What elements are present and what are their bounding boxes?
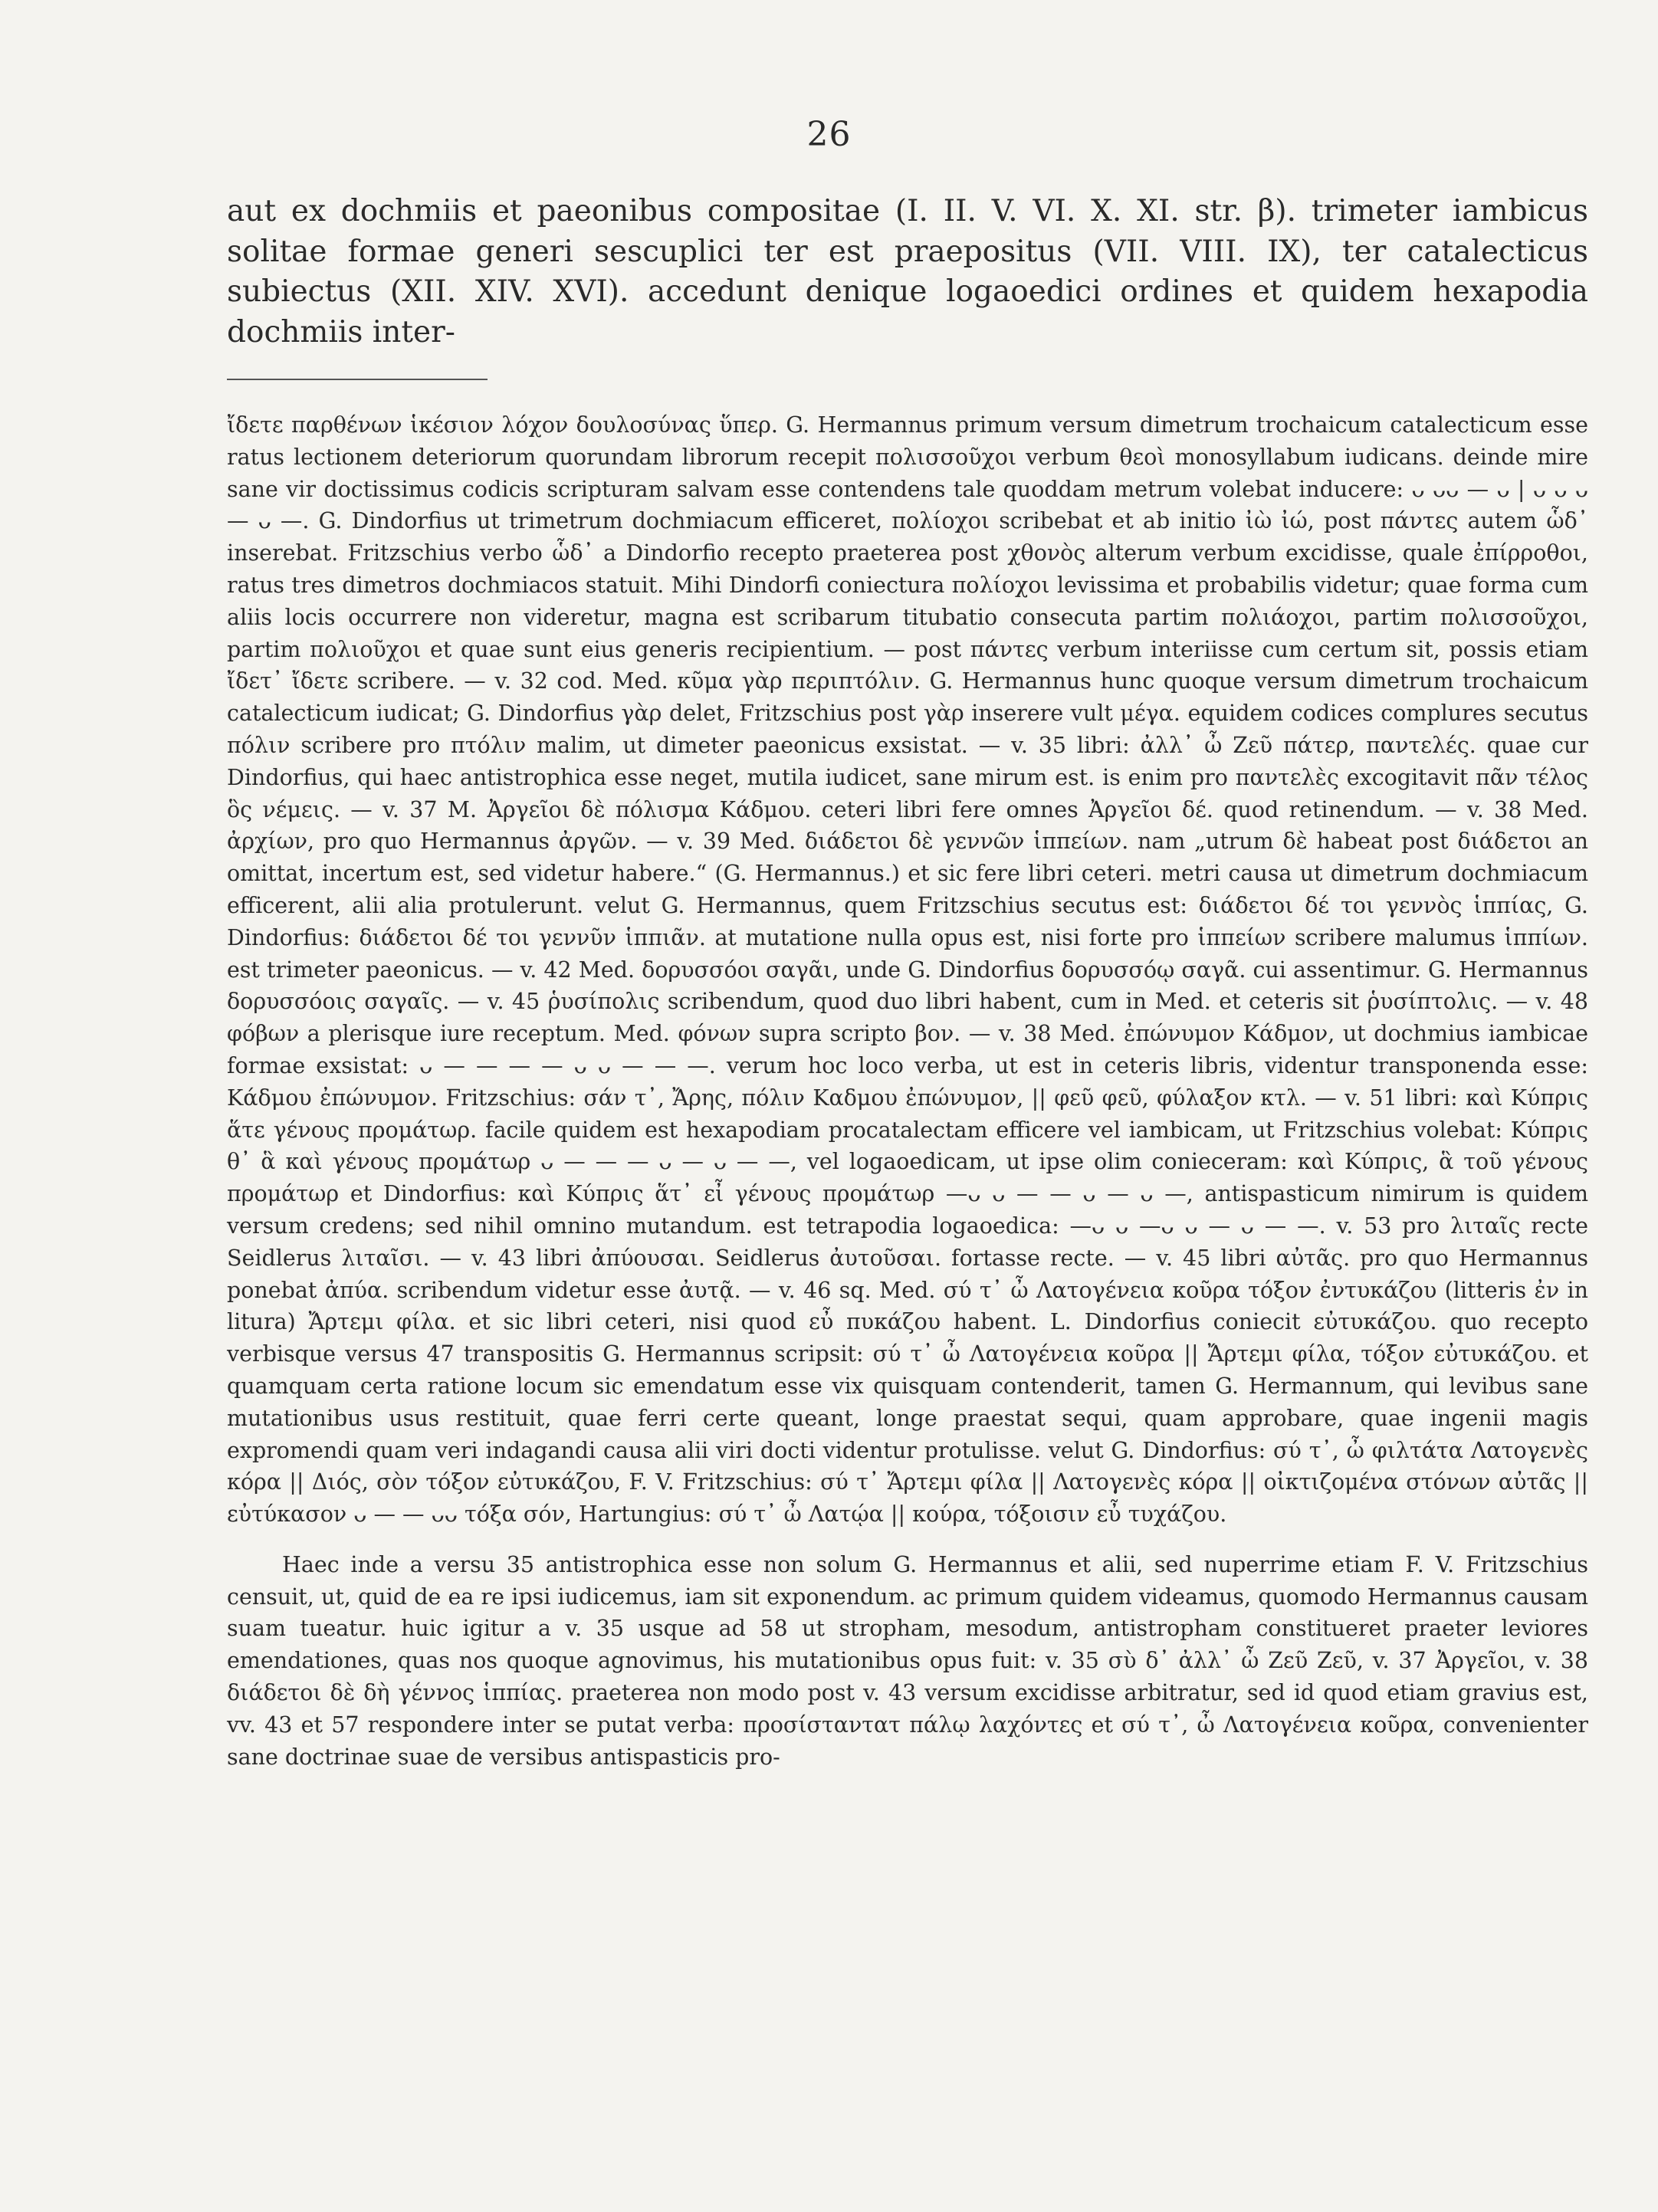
- page-body: [227, 192, 1588, 1773]
- main-text: aut ex dochmiis et paeonibus compositae (I. II. V. VI. X. XI. str. β). trimeter iambicus solitae formae generi sescuplici ter est praepositus (VII. VIII. IX), ter catalecticus subiectus (XII. XIV. XVI). accedunt denique logaoedici ordines et quidem hexapodia dochmiis inter-: [227, 194, 1588, 350]
- footnotes: [227, 409, 1588, 1773]
- footnote-rule: [227, 379, 488, 380]
- footnote-paragraph: Haec inde a versu 35 antistrophica esse non solum G. Hermannus et alii, sed nuperrime etiam F. V. Fritzschius censuit, ut, quid de ea re ipsi iudicemus, iam sit exponendum. ac primum quidem videamus, quomodo Hermannus causam suam tueatur. huic igitur a v. 35 usque ad 58 ut stropham, mesodum, antistropham constitueret praeter leviores emendationes, quas nos quoque agnovimus, his mutationibus opus fuit: v. 35 σὺ δ᾽ ἀλλ᾽ ὦ Ζεῦ Ζεῦ, v. 37 Ἀργεῖοι, v. 38 διάδετοι δὲ δὴ γέννος ἱππίας. praeterea non modo post v. 43 versum excidisse arbitratur, sed id quod etiam gravius est, vv. 43 et 57 respondere inter se putat verba: προσίσταντατ πάλῳ λαχόντες et σύ τ᾽, ὦ Λατογένεια κοῦρα, convenienter sane doctrinae suae de versibus antispasticis pro-: [227, 1551, 1588, 1770]
- page-number: 26: [806, 115, 852, 154]
- footnote-paragraph: ἴδετε παρθένων ἱκέσιον λόχον δουλοσύνας ὕπερ. G. Hermannus primum versum dimetrum trochaicum catalecticum esse ratus lectionem deteriorum quorundam librorum recepit πολισσοῦχοι verbum θεοὶ monosyllabum iudicans. deinde mire sane vir doctissimus codicis scripturam salvam esse contendens tale quoddam metrum volebat inducere: ᴗ ᴗᴗ — ᴗ | ᴗ ᴗ ᴗ — ᴗ —. G. Dindorfius ut trimetrum dochmiacum efficeret, πολίοχοι scribebat et ab initio ἰὼ ἰώ, post πάντες autem ὧδ᾽ inserebat. Fritzschius verbo ὧδ᾽ a Dindorfio recepto praeterea post χθονὸς alterum verbum excidisse, quale ἐπίρροθοι, ratus tres dimetros dochmiacos statuit. Mihi Dindorfi coniectura πολίοχοι levissima et probabilis videtur; quae forma cum aliis locis occurrere non videretur, magna est scribarum titubatio consecuta partim πολιάοχοι, partim πολισσοῦχοι, partim πολιοῦχοι et quae sunt eius generis recipientium. — post πάντες verbum interiisse cum certum sit, possis etiam ἴδετ᾽ ἴδετε scribere. — v. 32 cod. Med. κῦμα γὰρ περιπτόλιν. G. Hermannus hunc quoque versum dimetrum trochaicum catalecticum iudicat; G. Dindorfius γὰρ delet, Fritzschius post γὰρ inserere vult μέγα. equidem codices complures secutus πόλιν scribere pro πτόλιν malim, ut dimeter paeonicus exsistat. — v. 35 libri: ἀλλ᾽ ὦ Ζεῦ πάτερ, παντελές. quae cur Dindorfius, qui haec antistrophica esse neget, mutila iudicet, sane mirum est. is enim pro παντελὲς excogitavit πᾶν τέλος ὃς νέμεις. — v. 37 M. Ἀργεῖοι δὲ πόλισμα Κάδμου. ceteri libri fere omnes Ἀργεῖοι δέ. quod retinendum. — v. 38 Med. ἀρχίων, pro quo Hermannus ἀργῶν. — v. 39 Med. διάδετοι δὲ γεννῶν ἱππείων. nam „utrum δὲ habeat post διάδετοι an omittat, incertum est, sed videtur habere.“ (G. Hermannus.) et sic fere libri ceteri. metri causa ut dimetrum dochmiacum efficerent, alii alia protulerunt. velut G. Hermannus, quem Fritzschius secutus est: διάδετοι δέ τοι γεννὸς ἱππίας, G. Dindorfius: διάδετοι δέ τοι γεννῦν ἱππιᾶν. at mutatione nulla opus est, nisi forte pro ἱππείων scribere malumus ἱππίων. est trimeter paeonicus. — v. 42 Med. δορυσσόοι σαγᾶι, unde G. Dindorfius δορυσσόῳ σαγᾶ. cui assentimur. G. Hermannus δορυσσόοις σαγαῖς. — v. 45 ῥυσίπολις scribendum, quod duo libri habent, cum in Med. et ceteris sit ῥυσίπτολις. — v. 48 φόβων a plerisque iure receptum. Med. φόνων supra scripto βον. — v. 38 Med. ἐπώνυμον Κάδμον, ut dochmius iambicae formae exsistat: ᴗ — — — — ᴗ ᴗ — — —. verum hoc loco verba, ut est in ceteris libris, videntur transponenda esse: Κάδμου ἐπώνυμον. Fritzschius: σάν τ᾽, Ἄρης, πόλιν Καδμου ἐπώνυμον, || φεῦ φεῦ, φύλαξον κτλ. — v. 51 libri: καὶ Κύπρις ἅτε γένους προμάτωρ. facile quidem est hexapodiam procatalectam efficere vel iambicam, ut Fritzschius volebat: Κύπρις θ᾽ ἃ καὶ γένους προμάτωρ ᴗ — — — ᴗ — ᴗ — —, vel logaoedicam, ut ipse olim conieceram: καὶ Κύπρις, ἃ τοῦ γένους προμάτωρ et Dindorfius: καὶ Κύπρις ἅτ᾽ εἶ γένους προμάτωρ —ᴗ ᴗ — — ᴗ — ᴗ —, antispasticum nimirum is quidem versum credens; sed nihil omnino mutandum. est tetrapodia logaoedica: —ᴗ ᴗ —ᴗ ᴗ — ᴗ — —. v. 53 pro λιταῖς recte Seidlerus λιταῖσι. — v. 43 libri ἀπύουσαι. Seidlerus ἀυτοῦσαι. fortasse recte. — v. 45 libri αὐτᾶς. pro quo Hermannus ponebat ἀπύα. scribendum videtur esse ἀυτᾷ. — v. 46 sq. Med. σύ τ᾽ ὦ Λατογένεια κοῦρα τόξον ἐντυκάζου (litteris ἐν in litura) Ἄρτεμι φίλα. et sic libri ceteri, nisi quod εὖ πυκάζου habent. L. Dindorfius coniecit εὐτυκάζου. quo recepto verbisque versus 47 transpositis G. Hermannus scripsit: σύ τ᾽ ὦ Λατογένεια κοῦρα || Ἄρτεμι φίλα, τόξον εὐτυκάζου. et quamquam certa ratione locum sic emendatum esse vix quisquam contenderit, tamen G. Hermannum, qui levibus sane mutationibus usus restituit, quae ferri certe queant, longe praestat sequi, quam approbare, quae ingenii magis expromendi quam veri indagandi causa alii viri docti videntur protulisse. velut G. Dindorfius: σύ τ᾽, ὦ φιλτάτα Λατογενὲς κόρα || Διός, σὸν τόξον εὐτυκάζου, F. V. Fritzschius: σύ τ᾽ Ἄρτεμι φίλα || Λατογενὲς κόρα || οἰκτιζομένα στόνων αὐτᾶς || εὐτύκασον ᴗ — — ᴗᴗ τόξα σόν, Hartungius: σύ τ᾽ ὦ Λατῴα || κούρα, τόξοισιν εὖ τυχάζου.: [227, 412, 1588, 1528]
